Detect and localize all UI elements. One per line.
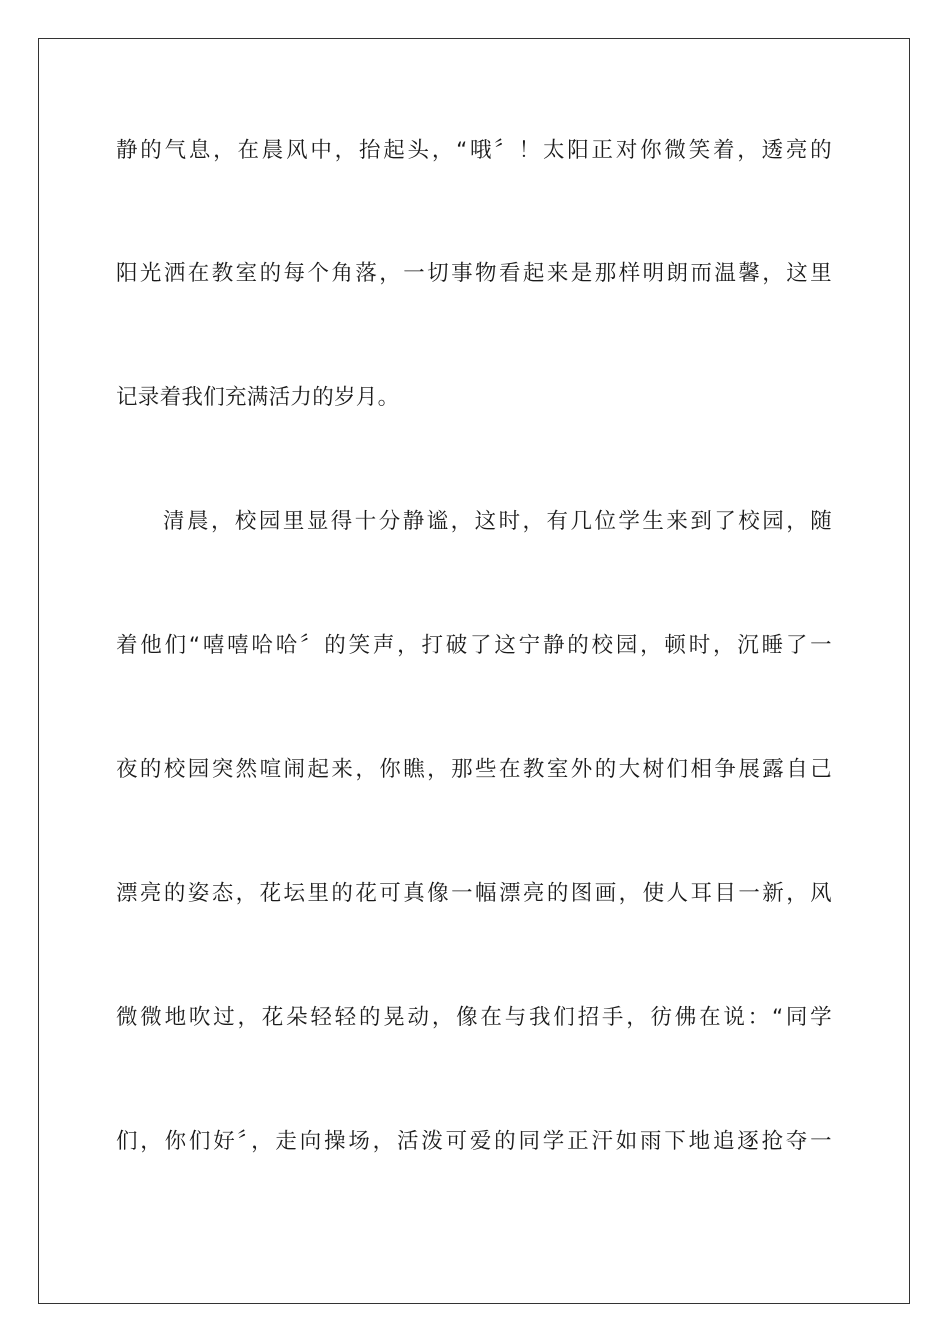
text-line-5: 着他们“嘻嘻哈哈〞的笑声，打破了这宁静的校园，顿时，沉睡了一	[116, 633, 832, 658]
text-line-4: 清晨，校园里显得十分静谧，这时，有几位学生来到了校园，随	[163, 509, 832, 534]
text-line-9: 们，你们好〞，走向操场，活泼可爱的同学正汗如雨下地追逐抢夺一	[116, 1129, 832, 1154]
page-border	[38, 38, 910, 1304]
text-line-7: 漂亮的姿态，花坛里的花可真像一幅漂亮的图画，使人耳目一新，风	[116, 881, 832, 906]
text-line-2: 阳光洒在教室的每个角落，一切事物看起来是那样明朗而温馨，这里	[116, 261, 832, 286]
text-line-6: 夜的校园突然喧闹起来，你瞧，那些在教室外的大树们相争展露自己	[116, 757, 832, 782]
text-line-1: 静的气息，在晨风中，抬起头，“哦〞！太阳正对你微笑着，透亮的	[116, 138, 832, 163]
text-line-3: 记录着我们充满活力的岁月。	[116, 385, 400, 410]
text-line-8: 微微地吹过，花朵轻轻的晃动，像在与我们招手，彷佛在说：“同学	[116, 1005, 832, 1030]
